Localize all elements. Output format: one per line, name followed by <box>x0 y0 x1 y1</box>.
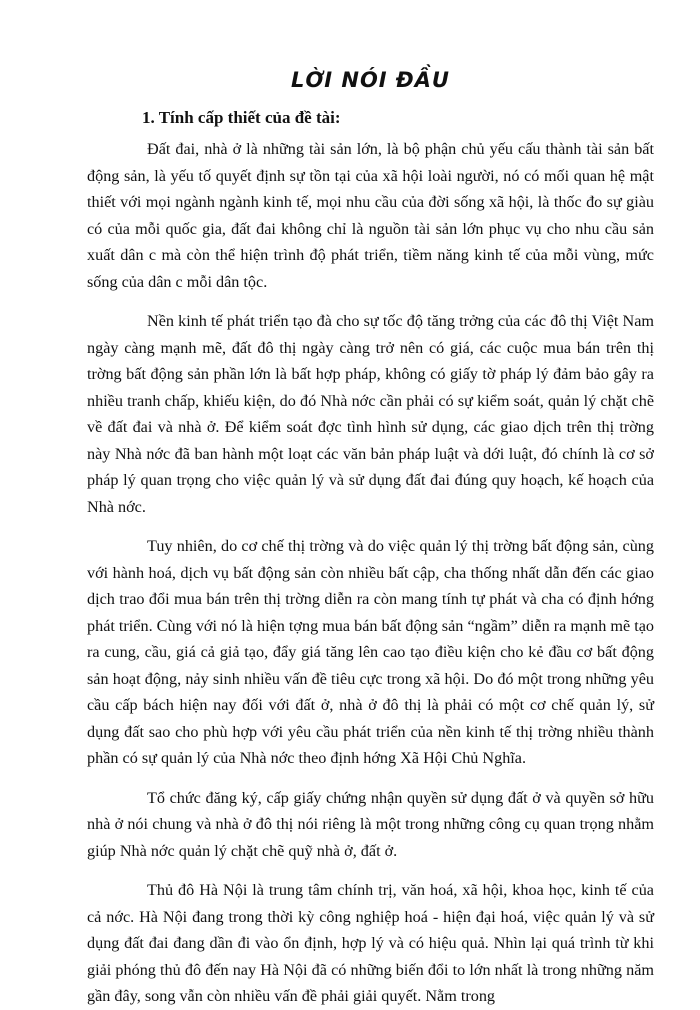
paragraph-5: Thủ đô Hà Nội là trung tâm chính trị, văn hoá, xã hội, khoa học, kinh tế của cả nớc. Hà Nội đang trong thời kỳ công nghiệp hoá - hiện đại hoá, việc quản lý và sử dụng đất đai đang dần đi vào ổn định, hợp lý và có hiệu quả. Nhìn lại quá trình từ khi giải phóng thủ đô đến nay Hà Nội đã có những biến đổi to lớn nhất là trong những năm gần đây, song vẫn còn nhiều vấn đề phải giải quyết. Nằm trong <box>87 881 654 1005</box>
page-title: LỜI NÓI ĐẦU <box>291 68 450 92</box>
paragraph-4: Tổ chức đăng ký, cấp giấy chứng nhận quyền sử dụng đất ở và quyền sở hữu nhà ở nói chung và nhà ở đô thị nói riêng là một trong những công cụ quan trọng nhằm giúp Nhà nớc quản lý chặt chẽ quỹ nhà ở, đất ở. <box>87 788 654 860</box>
paragraph-1: Đất đai, nhà ở là những tài sản lớn, là bộ phận chủ yếu cấu thành tài sản bất động sản, là yếu tố quyết định sự tồn tại của xã hội loài người, nó có mối quan hệ mật thiết với mọi ngành ngành kinh tế, mọi nhu cầu của đời sống xã hội, là thốc đo sự giàu có của mỗi quốc gia, đất đai không chỉ là nguồn tài sản lớn phục vụ cho nhu cầu sản xuất dân c mà còn thể hiện trình độ phát triển, tiềm năng kinh tế của mỗi vùng, mức sống của dân c mỗi dân tộc. <box>87 140 654 291</box>
paragraph-3: Tuy nhiên, do cơ chế thị trờng và do việc quản lý thị trờng bất động sản, cùng với hành hoá, dịch vụ bất động sản còn nhiều bất cập, cha thống nhất dẫn đến các giao dịch trao đổi mua bán trên thị trờng diễn ra còn mang tính tự phát và cha có định hớng phát triển. Cùng với nó là hiện tợng mua bán bất động sản “ngầm” diễn ra mạnh mẽ tạo ra cung, cầu, giá cả giả tạo, đẩy giá tăng lên cao tạo điều kiện cho kẻ đầu cơ bất động sản hoạt động, nảy sinh nhiều vấn đề tiêu cực trong xã hội. Do đó một trong những yêu cầu cấp bách hiện nay đối với đất ở, nhà ở đô thị là phải có một cơ chế quản lý, sử dụng đất sao cho phù hợp với yêu cầu phát triển của nền kinh tế thị trờng nhiều thành phần có sự quản lý của Nhà nớc theo định hớng Xã Hội Chủ Nghĩa. <box>87 537 654 767</box>
paragraph-2: Nền kinh tế phát triển tạo đà cho sự tốc độ tăng trởng của các đô thị Việt Nam ngày càng mạnh mẽ, đất đô thị ngày càng trở nên có giá, các cuộc mua bán trên thị trờng bất động sản phần lớn là bất hợp pháp, không có giấy tờ pháp lý đảm bảo gây ra nhiều tranh chấp, khiếu kiện, do đó Nhà nớc cần phải có sự kiểm soát, quản lý chặt chẽ về đất đai và nhà ở. Để kiểm soát đợc tình hình sử dụng, các giao dịch trên thị trờng này Nhà nớc đã ban hành một loạt các văn bản pháp luật và dới luật, đó chính là cơ sở pháp lý quan trọng cho việc quản lý và sử dụng đất đai đúng quy hoạch, kế hoạch của Nhà nớc. <box>87 312 654 516</box>
section-heading: 1. Tính cấp thiết của đề tài: <box>142 108 341 127</box>
